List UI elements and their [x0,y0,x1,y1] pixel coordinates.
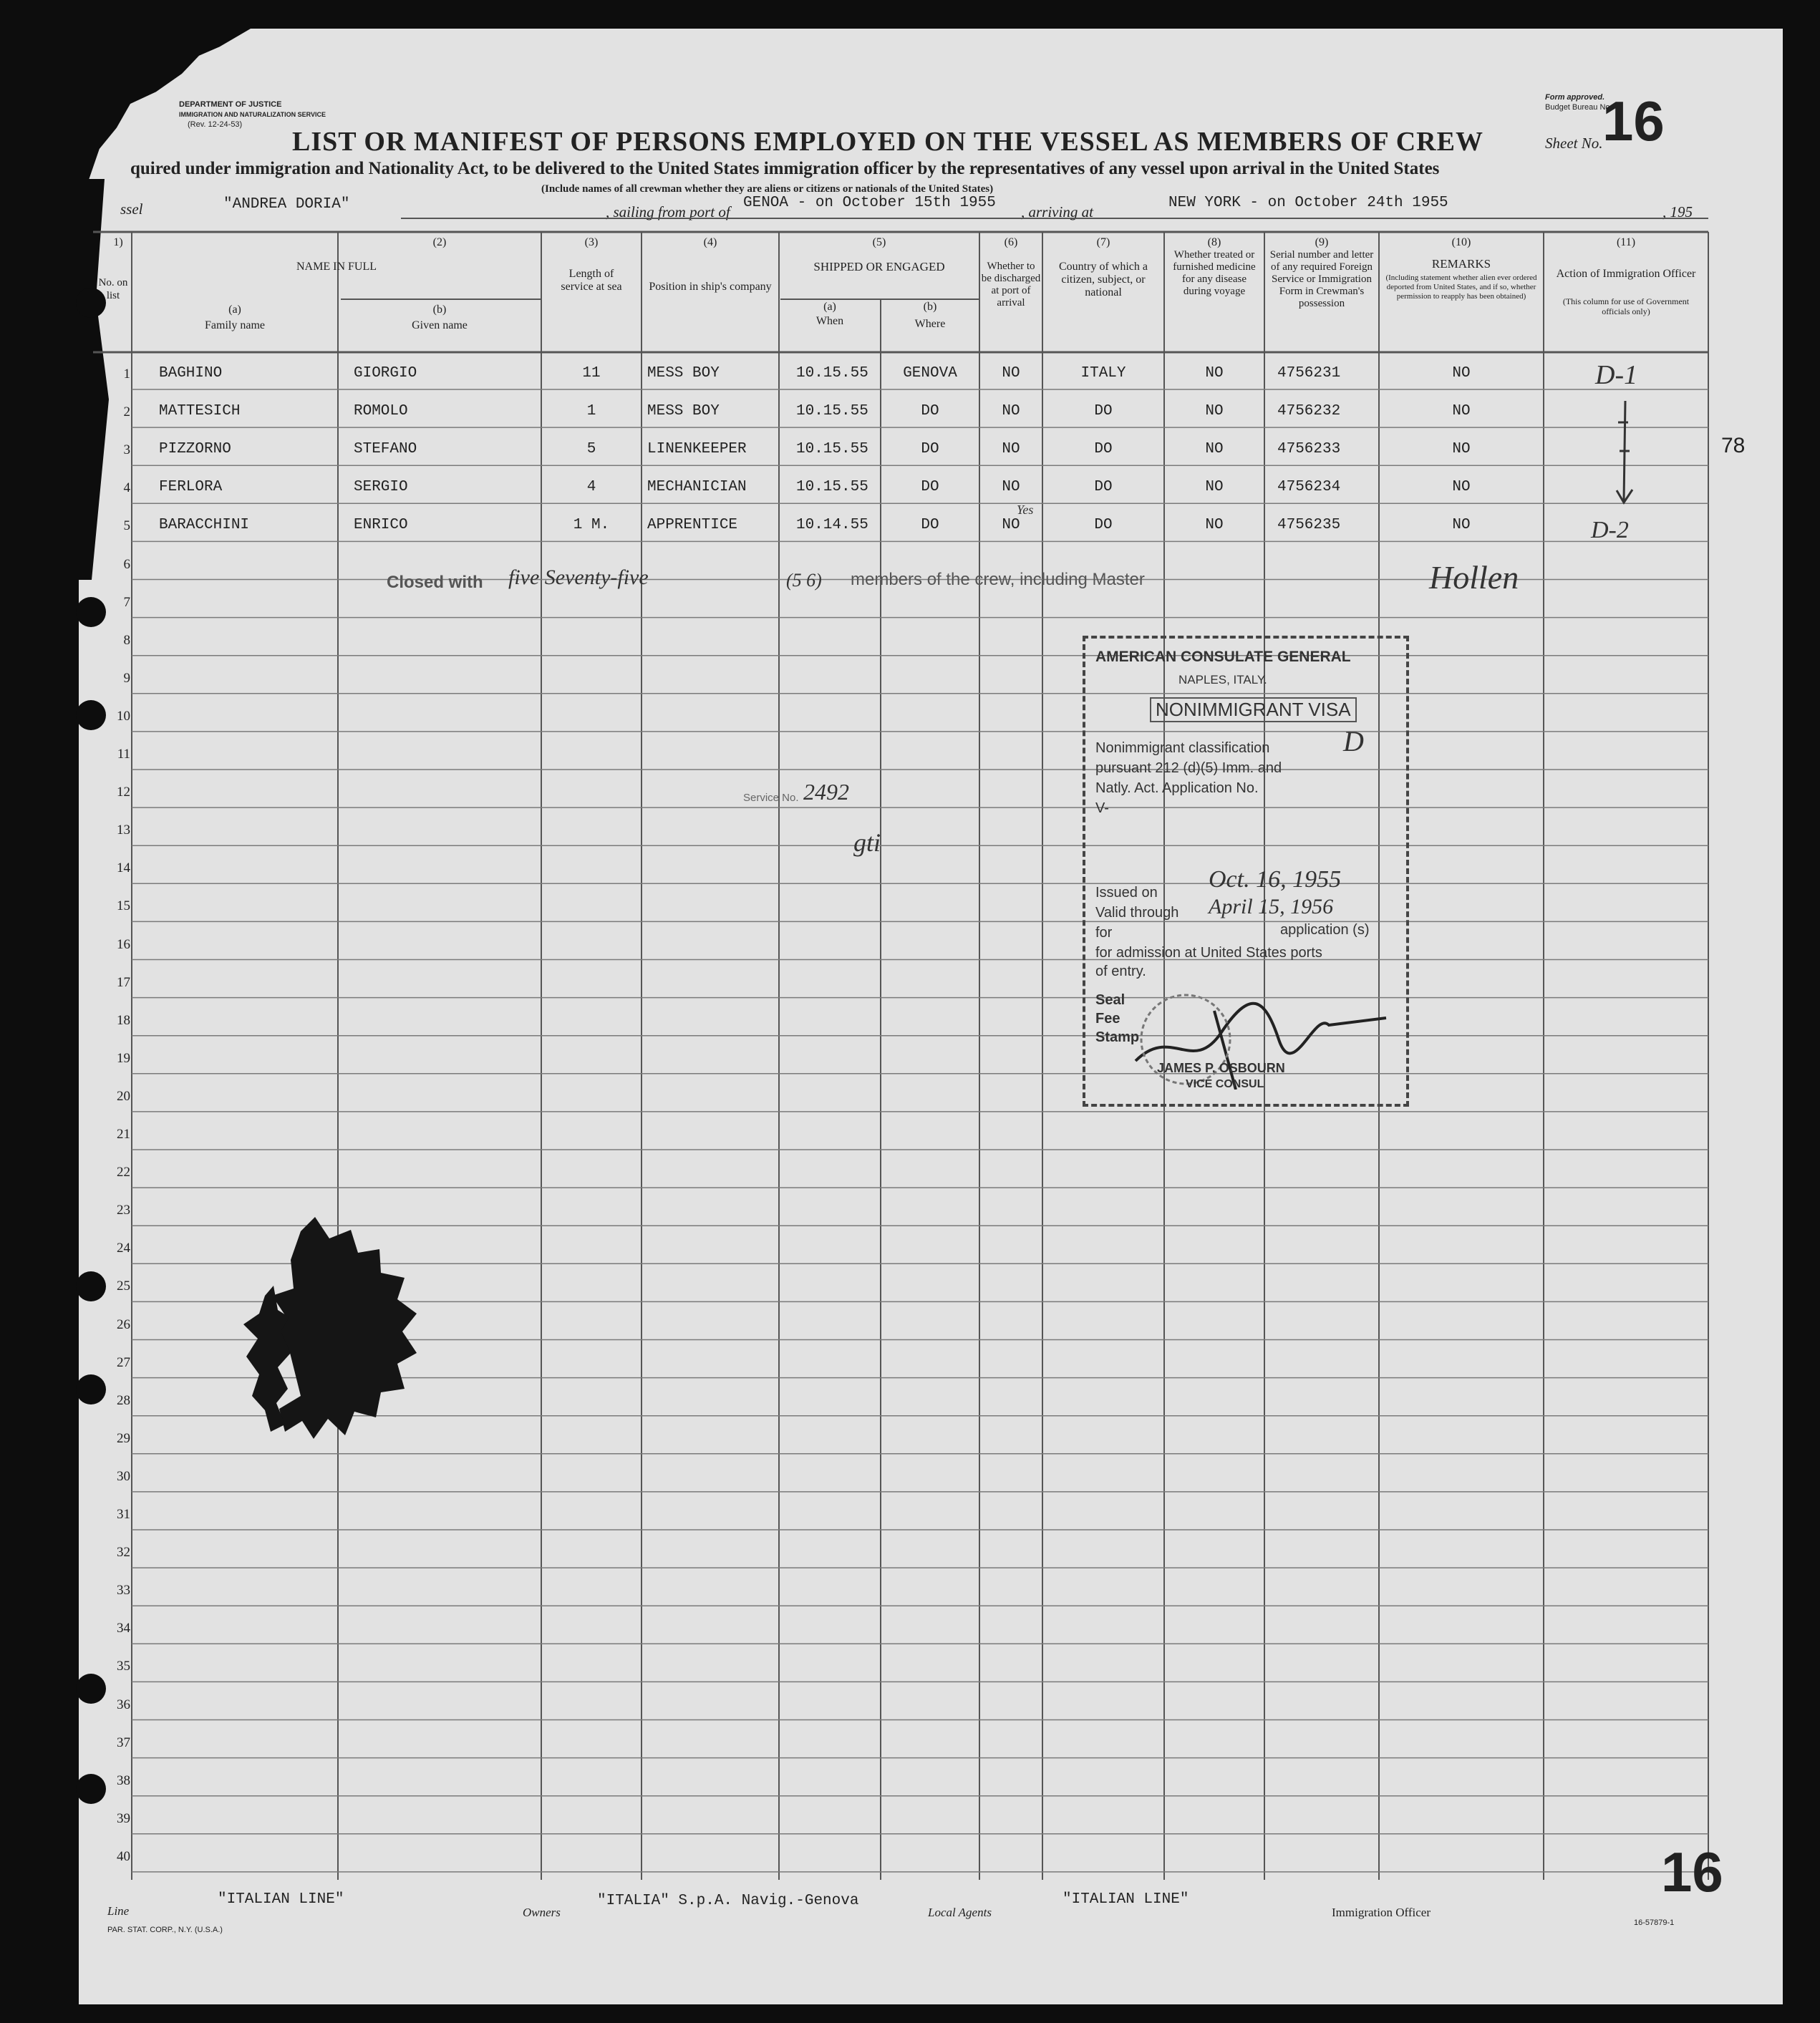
cell-country: ITALY [1080,365,1126,382]
row-number: 1 [123,367,130,382]
row-number: 22 [117,1165,130,1180]
row-number: 12 [117,785,130,800]
row-number: 16 [117,936,130,952]
col7-number: (7) [1096,236,1110,248]
cell-remarks: NO [1452,441,1471,458]
stamp-issued-label: Issued on [1095,885,1158,901]
cell-given: STEFANO [354,441,417,458]
officer-bracket [1604,401,1647,508]
closed-with-label: Closed with [387,573,483,592]
row-number: 32 [117,1545,130,1561]
cell-where: DO [921,517,939,534]
footer-line-value: "ITALIAN LINE" [218,1891,344,1908]
stamp-entry: of entry. [1095,964,1146,979]
service-no-value: 2492 [803,779,849,805]
cell-where: GENOVA [903,365,957,382]
row-number: 20 [117,1088,130,1104]
row-number: 23 [117,1203,130,1218]
cell-position: MESS BOY [647,403,720,420]
stamp-valid-date: April 15, 1956 [1209,895,1334,918]
stamp-consul-name: JAMES P. OSBOURN [1157,1061,1285,1075]
row-number: 4 [123,480,130,496]
stamp-admission: for admission at United States ports [1095,945,1322,961]
cell-position: LINENKEEPER [647,441,747,458]
row-number: 9 [123,670,130,686]
col3-header: Length of service at sea [561,268,622,293]
cell-medicine: NO [1205,441,1224,458]
col5a-number: (a) [823,301,836,313]
cell-family: MATTESICH [159,403,241,420]
cell-serial: 4756231 [1277,365,1341,382]
cell-where: DO [921,403,939,420]
col5a-header: When [815,315,844,327]
cell-family: BARACCHINI [159,517,250,534]
row-number: 7 [123,594,130,610]
include-note: (Include names of all crewman whether they are aliens or citizens or nationals of the United States) [541,183,994,195]
stamp-classification-hand: D [1343,725,1364,757]
stamp-consul-title: VICE CONSUL [1186,1078,1264,1090]
cell-given: SERGIO [354,479,408,496]
cell-when: 10.15.55 [796,403,868,420]
arriving-value: NEW YORK - on October 24th 1955 [1168,195,1448,211]
footer-owners-value: "ITALIA" S.p.A. Navig.-Genova [597,1893,859,1909]
cell-where: DO [921,479,939,496]
stamp-fee: Fee [1095,1011,1120,1027]
row-number: 29 [117,1430,130,1446]
row-number: 8 [123,632,130,648]
col6-number: (6) [1004,236,1018,248]
row-number: 5 [123,518,130,534]
footer-agents-value: "ITALIAN LINE" [1063,1891,1189,1908]
stamp-line3: NONIMMIGRANT VISA [1150,697,1357,722]
vessel-label: ssel [120,200,143,218]
cell-given: ROMOLO [354,403,408,420]
stamp-line6: Natly. Act. Application No. [1095,780,1259,796]
row-number: 33 [117,1583,130,1598]
cell-discharge: NO [1002,403,1020,420]
row-number: 21 [117,1127,130,1142]
footer-officer-label: Immigration Officer [1332,1906,1431,1919]
row-number: 14 [117,860,130,876]
discharge-correction: Yes [1017,503,1034,517]
row-number: 11 [117,747,130,762]
cell-remarks: NO [1452,403,1471,420]
cell-family: BAGHINO [159,365,223,382]
col4-header: Position in ship's company [649,281,772,293]
row-number: 10 [117,708,130,724]
footer-form-code: 16-57879-1 [1634,1918,1675,1927]
cell-when: 10.15.55 [796,365,868,382]
cell-discharge: NO [1002,517,1020,534]
cell-where: DO [921,441,939,458]
cell-discharge: NO [1002,479,1020,496]
footer-owners-label: Owners [523,1906,561,1919]
row-number: 18 [117,1012,130,1028]
cell-given: GIORGIO [354,365,417,382]
col10-note: (Including statement whether alien ever ordered deported from United States, and if so, whether permission to reapply has been obtained) [1385,273,1537,301]
row-number: 13 [117,823,130,838]
cell-when: 10.14.55 [796,517,868,534]
cell-position: MECHANICIAN [647,479,747,496]
col2-number: (2) [432,236,447,248]
cell-medicine: NO [1205,517,1224,534]
row-number: 36 [117,1697,130,1712]
col1-header: No. on list [98,277,128,301]
col1-number: 1) [113,236,123,248]
stamp-seal: Seal [1095,992,1126,1008]
cell-service: 4 [586,479,596,496]
cell-discharge: NO [1002,441,1020,458]
budget-bureau: Budget Bureau No. [1545,103,1612,112]
cell-serial: 4756234 [1277,479,1341,496]
col3-number: (3) [584,236,599,248]
cell-country: DO [1094,479,1113,496]
embossed-seal-icon [222,1217,494,1475]
stamp-line5: pursuant 212 (d)(5) Imm. and [1095,760,1282,776]
row-number: 3 [123,442,130,458]
cell-service: 1 M. [573,517,610,534]
cell-service: 5 [586,441,596,458]
sheet-label: Sheet No. [1545,135,1603,152]
col2b-number: (b) [432,304,447,316]
agency-line2: IMMIGRATION AND NATURALIZATION SERVICE [179,111,326,118]
row-number: 2 [123,404,130,420]
stamp-stamp-label: Stamp [1095,1029,1140,1045]
cell-medicine: NO [1205,365,1224,382]
row-number: 19 [117,1050,130,1066]
row-number: 28 [117,1392,130,1408]
cell-serial: 4756232 [1277,403,1341,420]
row-number: 26 [117,1316,130,1332]
col11-number: (11) [1616,236,1636,248]
sheet-number-bottom: 16 [1661,1840,1723,1903]
row-number: 15 [117,898,130,914]
cell-medicine: NO [1205,479,1224,496]
stamp-valid-label: Valid through [1095,905,1179,921]
closed-count: (5 6) [786,570,822,591]
cell-family: PIZZORNO [159,441,231,458]
cell-discharge: NO [1002,365,1020,382]
col6-header: Whether to be discharged at port of arrival [981,261,1041,309]
cell-when: 10.15.55 [796,479,868,496]
col8-number: (8) [1207,236,1221,248]
year-suffix: , 195 [1662,203,1693,220]
cell-country: DO [1094,403,1113,420]
col11-note: (This column for use of Government officials only) [1562,296,1690,316]
col9-header: Serial number and letter of any required Foreign Service or Immigration Form in Crewman's possession [1269,249,1374,309]
col8-header: Whether treated or furnished medicine for any disease during voyage [1173,249,1256,297]
row-number: 17 [117,974,130,990]
consulate-visa-stamp [1083,636,1409,1107]
arriving-label: , arriving at [1021,203,1093,220]
stamp-issued-date: Oct. 16, 1955 [1209,866,1342,893]
cell-country: DO [1094,517,1113,534]
col2a-header: Family name [205,319,265,331]
cell-remarks: NO [1452,479,1471,496]
row-number: 30 [117,1468,130,1484]
form-revision: (Rev. 12-24-53) [188,120,243,129]
row-number: 25 [117,1279,130,1294]
stamp-application-label: application (s) [1280,922,1370,938]
stamp-line7: V- [1095,800,1109,816]
cell-given: ENRICO [354,517,408,534]
cell-serial: 4756233 [1277,441,1341,458]
footer-printer: PAR. STAT. CORP., N.Y. (U.S.A.) [107,1926,223,1934]
col2b-header: Given name [412,319,468,331]
closed-suffix: members of the crew, including Master [851,570,1145,589]
footer-line-label: Line [107,1904,130,1918]
sheet-number-top: 16 [1602,89,1665,152]
stamp-for-label: for [1095,925,1113,941]
stamp-line2: NAPLES, ITALY. [1178,673,1267,687]
row-number: 40 [117,1848,130,1864]
col7-header: Country of which a citizen, subject, or national [1059,261,1148,299]
col5-header: SHIPPED OR ENGAGED [813,260,945,273]
col2-header: NAME IN FULL [296,261,377,273]
cell-country: DO [1094,441,1113,458]
cell-remarks: NO [1452,517,1471,534]
row-number: 6 [123,556,130,572]
col11-header: Action of Immigration Officer [1556,268,1696,280]
stamp-line1: AMERICAN CONSULATE GENERAL [1095,649,1351,665]
cell-remarks: NO [1452,365,1471,382]
col9-number: (9) [1315,236,1329,248]
row-number: 39 [117,1810,130,1826]
row-number: 27 [117,1354,130,1370]
sailing-label: , sailing from port of [606,203,730,220]
service-handwriting: gti [853,828,881,857]
closed-handwritten: five Seventy-five [508,566,649,589]
cell-family: FERLORA [159,479,223,496]
officer-mark-bottom: D-2 [1591,517,1629,543]
row-number: 37 [117,1735,130,1750]
service-no-label: Service No. [743,792,799,804]
officer-mark-top: D-1 [1595,360,1638,390]
col5b-header: Where [914,318,946,330]
row-number: 24 [117,1241,130,1256]
page-title: LIST OR MANIFEST OF PERSONS EMPLOYED ON THE VESSEL AS MEMBERS OF CREW [292,127,1483,157]
cell-serial: 4756235 [1277,517,1341,534]
col5-number: (5) [872,236,886,248]
row-number: 38 [117,1772,130,1788]
row-number: 31 [117,1507,130,1522]
cell-medicine: NO [1205,403,1224,420]
cell-service: 1 [586,403,596,420]
stamp-line4: Nonimmigrant classification [1095,740,1270,756]
col2a-number: (a) [228,304,241,316]
col10-header: REMARKS [1431,257,1491,271]
cell-service: 11 [582,365,601,382]
cell-position: MESS BOY [647,365,720,382]
col5b-number: (b) [923,301,937,313]
footer-agents-label: Local Agents [928,1906,992,1919]
row-number: 34 [117,1621,130,1636]
row-number: 35 [117,1659,130,1674]
vessel-name: "ANDREA DORIA" [223,196,350,213]
officer-signature: Hollen [1429,559,1519,596]
page-subtitle: quired under immigration and Nationality Act, to be delivered to the United States immigration officer by the representatives of any vessel upon arrival in the United States [130,159,1440,178]
col4-number: (4) [703,236,717,248]
cell-when: 10.15.55 [796,441,868,458]
agency-line1: DEPARTMENT OF JUSTICE [179,100,282,109]
form-approved: Form approved. [1545,93,1605,102]
col10-number: (10) [1451,236,1471,248]
sailing-value: GENOA - on October 15th 1955 [743,195,996,211]
margin-number: 78 [1721,434,1746,457]
cell-position: APPRENTICE [647,517,738,534]
